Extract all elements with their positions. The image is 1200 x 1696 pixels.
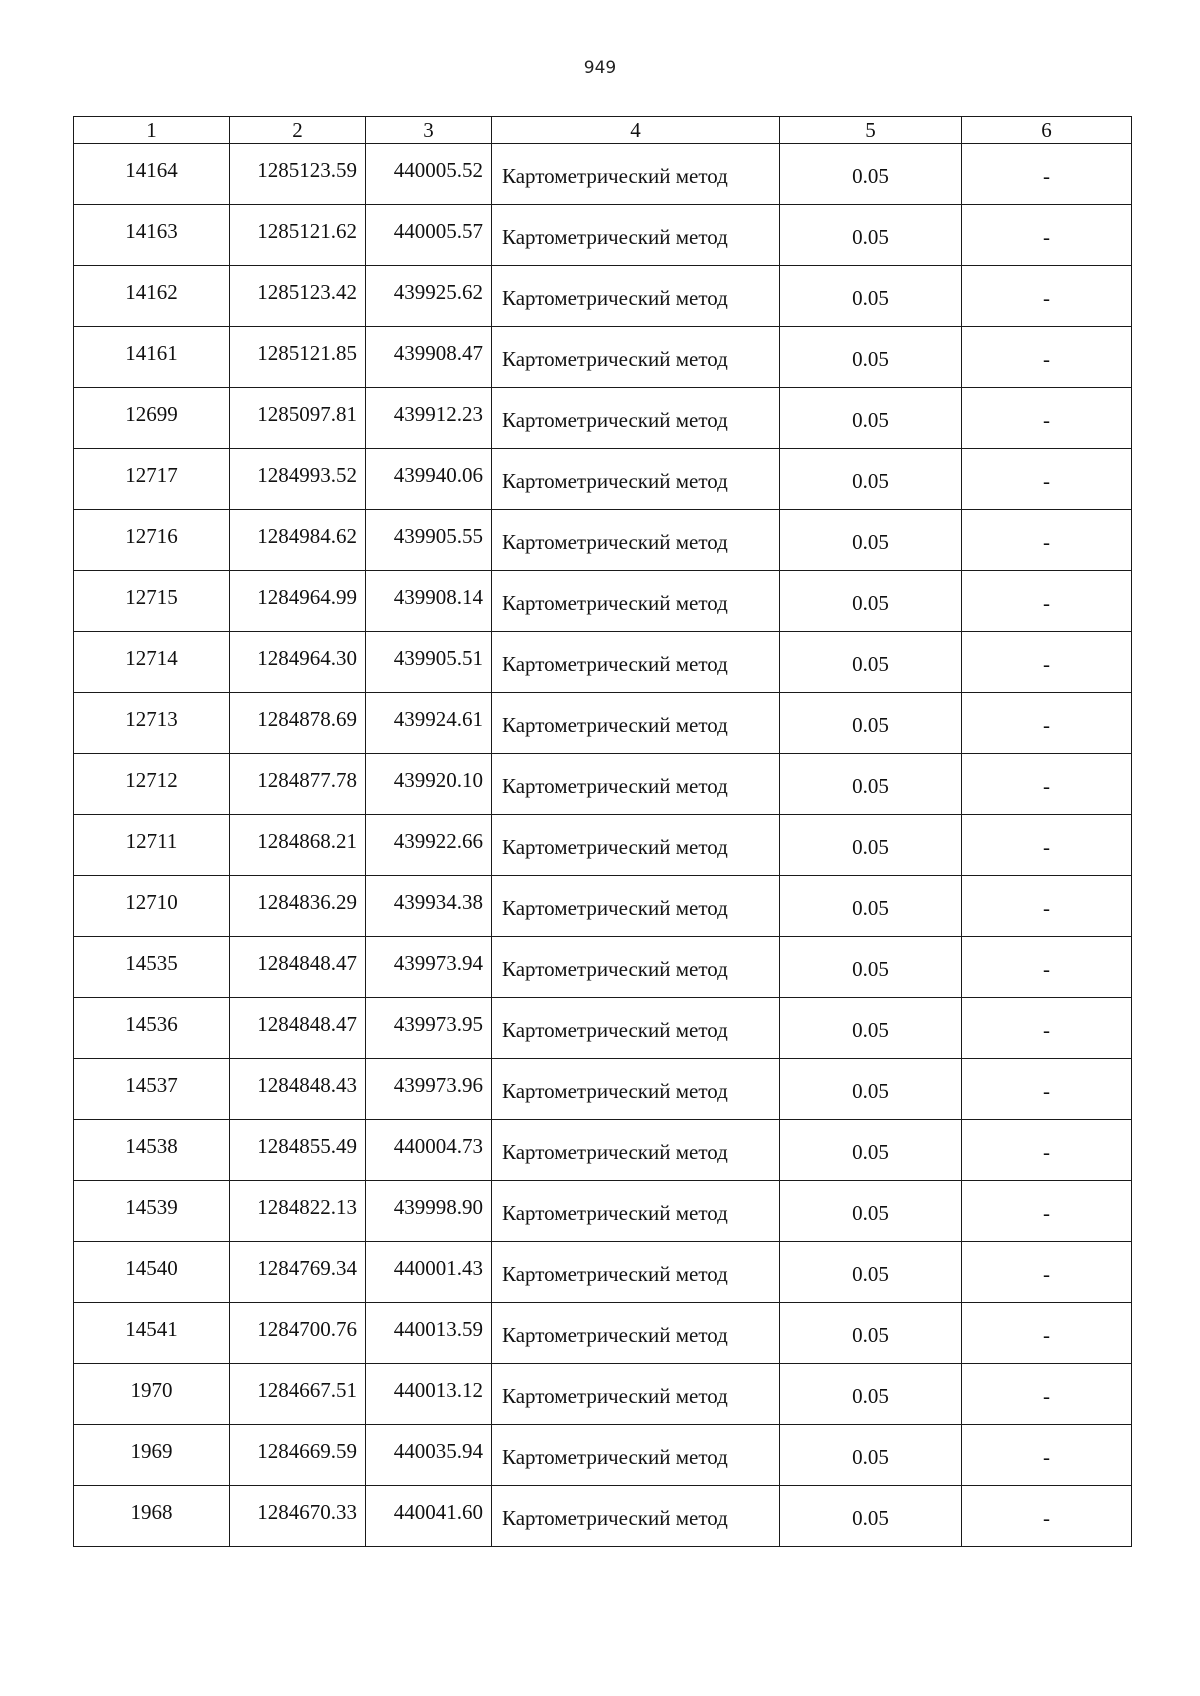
table-row <box>74 1425 1132 1486</box>
point-number-cell: 14537 <box>74 1059 230 1120</box>
column-header-6: 6 <box>962 117 1132 144</box>
accuracy-cell: 0.05 <box>780 388 962 449</box>
accuracy-cell: 0.05 <box>780 632 962 693</box>
y-coordinate-cell: 440035.94 <box>366 1425 492 1486</box>
x-coordinate-cell: 1284769.34 <box>230 1242 366 1303</box>
table-row <box>74 327 1132 388</box>
method-cell: Картометрический метод <box>492 937 780 998</box>
header-row <box>74 117 1132 144</box>
method-cell: Картометрический метод <box>492 1242 780 1303</box>
coordinates-table <box>73 116 1132 1547</box>
accuracy-cell: 0.05 <box>780 327 962 388</box>
x-coordinate-cell: 1285123.42 <box>230 266 366 327</box>
method-cell: Картометрический метод <box>492 693 780 754</box>
x-coordinate-cell: 1284877.78 <box>230 754 366 815</box>
accuracy-cell: 0.05 <box>780 571 962 632</box>
x-coordinate-cell: 1284993.52 <box>230 449 366 510</box>
method-cell: Картометрический метод <box>492 998 780 1059</box>
point-number-cell: 1968 <box>74 1486 230 1547</box>
note-cell: - <box>962 1303 1132 1364</box>
table-row <box>74 1486 1132 1547</box>
accuracy-cell: 0.05 <box>780 1486 962 1547</box>
y-coordinate-cell: 439973.95 <box>366 998 492 1059</box>
table-row <box>74 815 1132 876</box>
x-coordinate-cell: 1284984.62 <box>230 510 366 571</box>
page-number: 949 <box>583 58 617 78</box>
note-cell: - <box>962 1120 1132 1181</box>
y-coordinate-cell: 439940.06 <box>366 449 492 510</box>
method-cell: Картометрический метод <box>492 571 780 632</box>
method-cell: Картометрический метод <box>492 144 780 205</box>
y-coordinate-cell: 439934.38 <box>366 876 492 937</box>
note-cell: - <box>962 205 1132 266</box>
method-cell: Картометрический метод <box>492 1181 780 1242</box>
method-cell: Картометрический метод <box>492 1364 780 1425</box>
accuracy-cell: 0.05 <box>780 998 962 1059</box>
x-coordinate-cell: 1284964.99 <box>230 571 366 632</box>
method-cell: Картометрический метод <box>492 449 780 510</box>
table-row <box>74 937 1132 998</box>
x-coordinate-cell: 1285123.59 <box>230 144 366 205</box>
column-header-2: 2 <box>230 117 366 144</box>
y-coordinate-cell: 440005.57 <box>366 205 492 266</box>
y-coordinate-cell: 439908.14 <box>366 571 492 632</box>
x-coordinate-cell: 1284848.43 <box>230 1059 366 1120</box>
y-coordinate-cell: 439905.55 <box>366 510 492 571</box>
table-row <box>74 266 1132 327</box>
table-row <box>74 1181 1132 1242</box>
method-cell: Картометрический метод <box>492 754 780 815</box>
note-cell: - <box>962 266 1132 327</box>
x-coordinate-cell: 1284868.21 <box>230 815 366 876</box>
x-coordinate-cell: 1284848.47 <box>230 998 366 1059</box>
table-row <box>74 998 1132 1059</box>
y-coordinate-cell: 440001.43 <box>366 1242 492 1303</box>
y-coordinate-cell: 439924.61 <box>366 693 492 754</box>
point-number-cell: 14163 <box>74 205 230 266</box>
x-coordinate-cell: 1285121.62 <box>230 205 366 266</box>
method-cell: Картометрический метод <box>492 510 780 571</box>
y-coordinate-cell: 440005.52 <box>366 144 492 205</box>
table-row <box>74 205 1132 266</box>
point-number-cell: 12710 <box>74 876 230 937</box>
accuracy-cell: 0.05 <box>780 1059 962 1120</box>
y-coordinate-cell: 440013.59 <box>366 1303 492 1364</box>
note-cell: - <box>962 693 1132 754</box>
column-header-1: 1 <box>74 117 230 144</box>
table-row <box>74 876 1132 937</box>
method-cell: Картометрический метод <box>492 205 780 266</box>
column-header-3: 3 <box>366 117 492 144</box>
method-cell: Картометрический метод <box>492 1425 780 1486</box>
x-coordinate-cell: 1284848.47 <box>230 937 366 998</box>
point-number-cell: 14161 <box>74 327 230 388</box>
accuracy-cell: 0.05 <box>780 144 962 205</box>
point-number-cell: 14539 <box>74 1181 230 1242</box>
note-cell: - <box>962 1425 1132 1486</box>
table-row <box>74 1303 1132 1364</box>
method-cell: Картометрический метод <box>492 1303 780 1364</box>
note-cell: - <box>962 327 1132 388</box>
table-row <box>74 571 1132 632</box>
accuracy-cell: 0.05 <box>780 1120 962 1181</box>
point-number-cell: 12699 <box>74 388 230 449</box>
x-coordinate-cell: 1285121.85 <box>230 327 366 388</box>
note-cell: - <box>962 1364 1132 1425</box>
point-number-cell: 14541 <box>74 1303 230 1364</box>
method-cell: Картометрический метод <box>492 266 780 327</box>
y-coordinate-cell: 439922.66 <box>366 815 492 876</box>
note-cell: - <box>962 571 1132 632</box>
method-cell: Картометрический метод <box>492 1486 780 1547</box>
note-cell: - <box>962 144 1132 205</box>
coordinates-table-container <box>73 116 1132 1547</box>
note-cell: - <box>962 998 1132 1059</box>
x-coordinate-cell: 1284964.30 <box>230 632 366 693</box>
accuracy-cell: 0.05 <box>780 876 962 937</box>
table-row <box>74 510 1132 571</box>
accuracy-cell: 0.05 <box>780 1242 962 1303</box>
point-number-cell: 12715 <box>74 571 230 632</box>
method-cell: Картометрический метод <box>492 1059 780 1120</box>
table-row <box>74 1059 1132 1120</box>
accuracy-cell: 0.05 <box>780 1425 962 1486</box>
y-coordinate-cell: 440013.12 <box>366 1364 492 1425</box>
x-coordinate-cell: 1285097.81 <box>230 388 366 449</box>
y-coordinate-cell: 439920.10 <box>366 754 492 815</box>
x-coordinate-cell: 1284878.69 <box>230 693 366 754</box>
accuracy-cell: 0.05 <box>780 266 962 327</box>
method-cell: Картометрический метод <box>492 327 780 388</box>
point-number-cell: 12713 <box>74 693 230 754</box>
table-row <box>74 449 1132 510</box>
accuracy-cell: 0.05 <box>780 205 962 266</box>
point-number-cell: 14535 <box>74 937 230 998</box>
note-cell: - <box>962 937 1132 998</box>
table-body <box>74 144 1132 1547</box>
point-number-cell: 12714 <box>74 632 230 693</box>
method-cell: Картометрический метод <box>492 876 780 937</box>
accuracy-cell: 0.05 <box>780 754 962 815</box>
x-coordinate-cell: 1284822.13 <box>230 1181 366 1242</box>
point-number-cell: 12712 <box>74 754 230 815</box>
method-cell: Картометрический метод <box>492 815 780 876</box>
note-cell: - <box>962 449 1132 510</box>
note-cell: - <box>962 815 1132 876</box>
note-cell: - <box>962 1181 1132 1242</box>
point-number-cell: 14536 <box>74 998 230 1059</box>
accuracy-cell: 0.05 <box>780 449 962 510</box>
x-coordinate-cell: 1284700.76 <box>230 1303 366 1364</box>
accuracy-cell: 0.05 <box>780 510 962 571</box>
point-number-cell: 1969 <box>74 1425 230 1486</box>
point-number-cell: 14164 <box>74 144 230 205</box>
point-number-cell: 14538 <box>74 1120 230 1181</box>
note-cell: - <box>962 754 1132 815</box>
point-number-cell: 12716 <box>74 510 230 571</box>
accuracy-cell: 0.05 <box>780 693 962 754</box>
y-coordinate-cell: 439905.51 <box>366 632 492 693</box>
accuracy-cell: 0.05 <box>780 815 962 876</box>
point-number-cell: 12717 <box>74 449 230 510</box>
method-cell: Картометрический метод <box>492 1120 780 1181</box>
note-cell: - <box>962 388 1132 449</box>
table-row <box>74 693 1132 754</box>
y-coordinate-cell: 439973.94 <box>366 937 492 998</box>
point-number-cell: 1970 <box>74 1364 230 1425</box>
y-coordinate-cell: 439908.47 <box>366 327 492 388</box>
x-coordinate-cell: 1284855.49 <box>230 1120 366 1181</box>
accuracy-cell: 0.05 <box>780 937 962 998</box>
x-coordinate-cell: 1284669.59 <box>230 1425 366 1486</box>
table-row <box>74 144 1132 205</box>
note-cell: - <box>962 1486 1132 1547</box>
x-coordinate-cell: 1284667.51 <box>230 1364 366 1425</box>
note-cell: - <box>962 1059 1132 1120</box>
y-coordinate-cell: 439998.90 <box>366 1181 492 1242</box>
accuracy-cell: 0.05 <box>780 1303 962 1364</box>
y-coordinate-cell: 440004.73 <box>366 1120 492 1181</box>
table-row <box>74 1242 1132 1303</box>
table-row <box>74 754 1132 815</box>
column-header-4: 4 <box>492 117 780 144</box>
table-row <box>74 1364 1132 1425</box>
method-cell: Картометрический метод <box>492 632 780 693</box>
y-coordinate-cell: 439973.96 <box>366 1059 492 1120</box>
accuracy-cell: 0.05 <box>780 1181 962 1242</box>
table-row <box>74 388 1132 449</box>
note-cell: - <box>962 1242 1132 1303</box>
table-row <box>74 632 1132 693</box>
table-row <box>74 1120 1132 1181</box>
x-coordinate-cell: 1284670.33 <box>230 1486 366 1547</box>
column-header-5: 5 <box>780 117 962 144</box>
y-coordinate-cell: 439912.23 <box>366 388 492 449</box>
note-cell: - <box>962 632 1132 693</box>
note-cell: - <box>962 876 1132 937</box>
point-number-cell: 14540 <box>74 1242 230 1303</box>
y-coordinate-cell: 440041.60 <box>366 1486 492 1547</box>
point-number-cell: 12711 <box>74 815 230 876</box>
accuracy-cell: 0.05 <box>780 1364 962 1425</box>
y-coordinate-cell: 439925.62 <box>366 266 492 327</box>
method-cell: Картометрический метод <box>492 388 780 449</box>
note-cell: - <box>962 510 1132 571</box>
point-number-cell: 14162 <box>74 266 230 327</box>
x-coordinate-cell: 1284836.29 <box>230 876 366 937</box>
table-header <box>74 117 1132 144</box>
